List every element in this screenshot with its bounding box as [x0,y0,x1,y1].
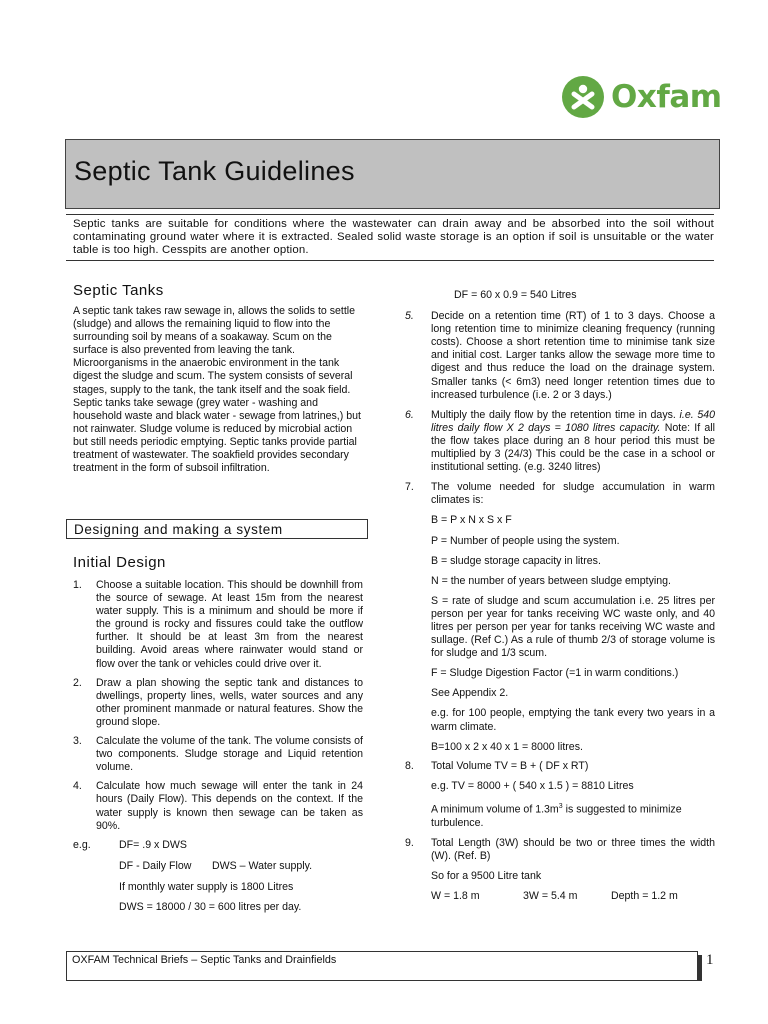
oxfam-logo-icon [562,76,604,118]
minimum-volume: A minimum volume of $1.3m^3$ is suggested to minimize turbulence. [431,802,682,829]
page-title: Septic Tank Guidelines [74,156,355,186]
list-number: 6. [405,408,414,421]
title-box [65,139,720,209]
eg-definitions [73,860,363,874]
width-value: W = 1.8 m [431,889,480,902]
list-text-italic: i.e. 540 litres daily flow X 2 days = 1080 litres capacity. [431,408,715,434]
list-text: Draw a plan showing the septic tank and distances to dwellings, property lines, wells, water sources and any other prominent manmade or natural features. Show the ground slope. [96,676,363,728]
list-item [405,409,715,474]
f-definition: F = Sludge Digestion Factor (=1 in warm conditions.) [431,667,679,680]
appendix-ref: See Appendix 2. [431,687,509,700]
tank-dimensions-block [405,870,715,904]
n-definition: N = the number of years between sludge emptying. [431,574,671,587]
eg-formula: DF= .9 x DWS [119,838,187,851]
initial-design-list [73,579,363,833]
intro-rule-top [66,214,714,215]
tank-9500: So for a 9500 Litre tank [431,869,542,882]
eg-monthly: If monthly water supply is 1800 Litres [119,880,294,893]
eg-def-df: DF - Daily Flow [119,859,192,872]
b-calculation: B=100 x 2 x 40 x 1 = 8000 litres. [431,740,583,753]
list-item [405,310,715,402]
septic-tanks-section [73,282,363,475]
list-text: Note: If all the flow takes place during an 8 hour period this must be multiplied by 3 (24/3) This could be the case in a school or institutional setting. (e.g. 3240 litres) [431,421,715,474]
page-number: 1 [706,952,714,968]
list-number: 4. [73,780,82,793]
footer-box [66,951,698,981]
footer-shadow-right [698,955,702,981]
list-text: Total Volume TV = B + ( DF x RT) [431,759,589,772]
footer-text: OXFAM Technical Briefs – Septic Tanks and Drainfields [72,954,337,966]
eg-dws: DWS = 18000 / 30 = 600 litres per day. [119,900,302,913]
list-number: 7. [405,481,414,494]
tv-example: e.g. TV = 8000 + ( 540 x 1.5 ) = 8810 Litres [431,779,634,792]
list-text: Multiply the daily flow by the retention time in days. [431,408,680,421]
list-item [73,677,363,729]
list-text: Decide on a retention time (RT) of 1 to 3 days. Choose a long retention time to minimize cleaning frequency (running costs). Choose a short retention time to minimise tank size and initial cost. Larger tanks allow the sewage more time to digest and thus reduce the load on the drainage system. Smaller tanks (< 6m3) need longer retention times due to increased turbulence (i.e. 2 or 3 days.) [431,310,715,401]
sludge-formula-block [405,514,715,753]
list-number: 2. [73,676,82,689]
list-item [73,735,363,774]
list-number: 9. [405,836,414,849]
example-row [73,839,363,853]
eg-label: e.g. [73,838,91,851]
df-line: DF = 60 x 0.9 = 540 Litres [454,289,577,301]
right-column [405,289,715,904]
list-item [73,780,363,832]
total-volume-block [405,780,715,830]
list-number: 5. [405,310,414,323]
intro-text: Septic tanks are suitable for conditions where the wastewater can drain away and be absorbed into the soil without contaminating ground water where it is extracted. Sealed solid waste storage is an option if soil is unsuitable or the water table is too high. Cesspits are another option. [73,218,714,257]
b-definition: B = sludge storage capacity in litres. [431,554,601,567]
list-text: Calculate how much sewage will enter the tank in 24 hours (Daily Flow). This depends on the context. If the water supply is known then sewage can be taken as 90%. [96,780,363,832]
oxfam-logo [562,76,722,118]
design-section-heading: Designing and making a system [66,519,368,539]
septic-tanks-heading: Septic Tanks [73,282,164,299]
list-text: Calculate the volume of the tank. The volume consists of two components. Sludge storage and Liquid retention volume. [96,735,363,774]
depth-value: Depth = 1.2 m [611,889,678,902]
eg-def-dws: DWS – Water supply. [212,859,313,872]
s-definition: S = rate of sludge and scum accumulation i.e. 25 litres per person per year for tanks receiving WC waste only, and 40 litres per person per year for tanks receiving WC waste and sullage. (Ref C.) As a rule of thumb 2/3 of storage volume is for sludge and 1/3 scum. [431,594,715,660]
list-item [405,481,715,507]
list-item [73,579,363,671]
list-number: 1. [73,579,82,591]
intro-rule-bottom [66,260,714,261]
list-item [405,760,715,773]
list-number: 8. [405,759,414,772]
septic-tanks-body: A septic tank takes raw sewage in, allows the solids to settle (sludge) and allows the remaining liquid to flow into the surrounding soil by means of a soakaway. Scum on the surface is also prevented from leaving the tank. Microorganisms in the anaerobic environment in the tank digest the sludge and scum. The system consists of several stages, supply to the tank, the tank itself and the soak field. Septic tanks take sewage (grey water - washing and household waste and black water - sewage from latrines,) but not rainwater. Sludge volume is reduced by microbial action but still needs periodic emptying. Septic tanks provide partial treatment of wastewater. The soakfield provides secondary treatment in the form of subsoil infiltration. [73,305,361,475]
oxfam-logo-text: Oxfam [611,79,722,115]
list-number: 3. [73,735,82,748]
initial-design-heading: Initial Design [73,554,166,571]
list-text: Total Length (3W) should be two or three times the width (W). (Ref. B) [431,836,715,862]
formula: B = P x N x S x F [431,514,512,527]
list-item [405,837,715,863]
example-100-people: e.g. for 100 people, emptying the tank every two years in a warm climate. [431,707,715,733]
length-value: 3W = 5.4 m [523,889,578,902]
initial-design-section [73,554,363,914]
dimensions-row [431,890,715,904]
list-text: The volume needed for sludge accumulation in warm climates is: [431,481,715,507]
p-definition: P = Number of people using the system. [431,534,620,547]
list-text: Choose a suitable location. This should be downhill from the source of sewage. At least 15m from the nearest water supply. This is a minimum and should be more if the ground is rocky and fissures could take the outflow further. It should be at least 3m from the nearest building. Avoid areas where rainwater would stand or flow over the tank or vehicles could drive over it. [96,579,363,670]
